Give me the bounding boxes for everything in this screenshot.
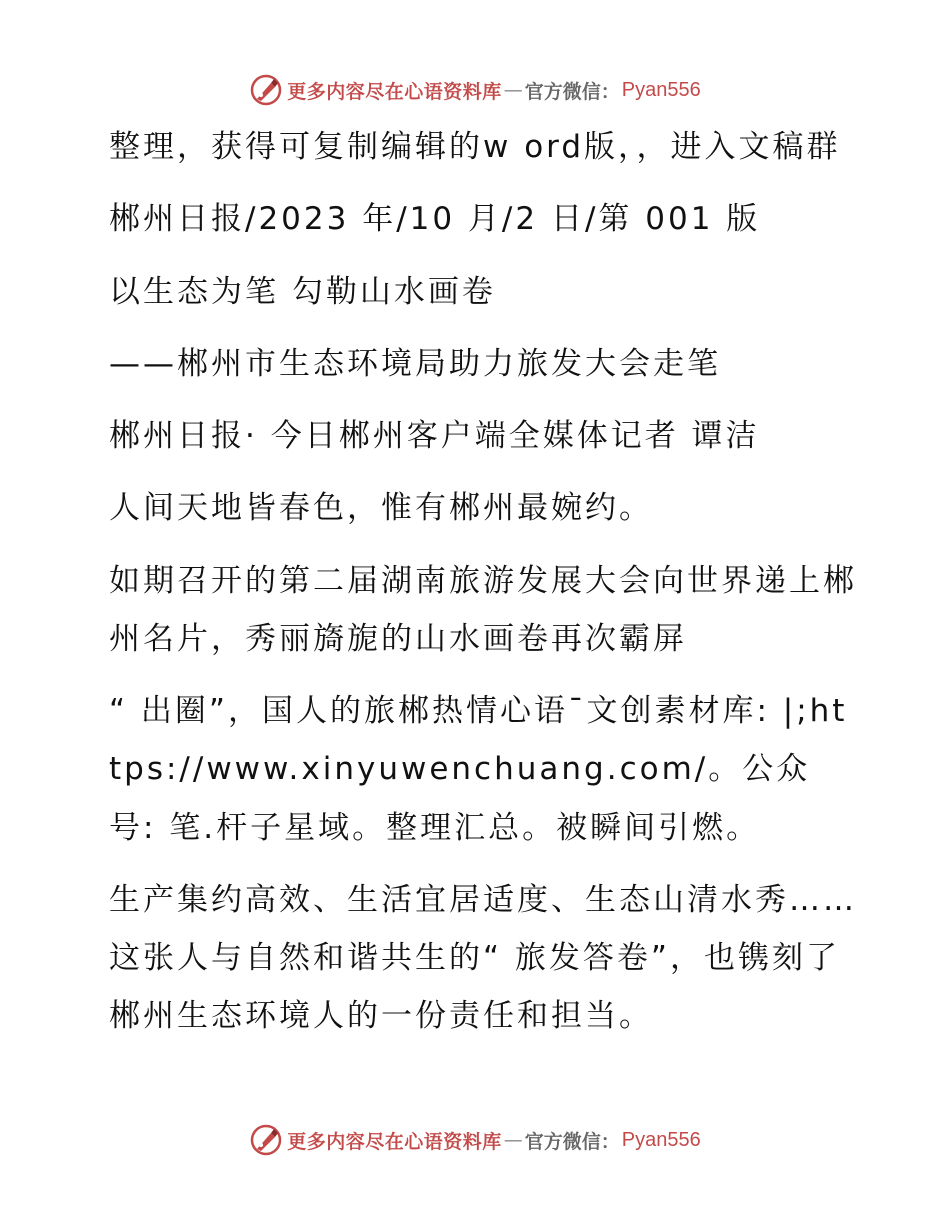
footer-watermark bbox=[0, 1120, 950, 1160]
watermark-dash: — bbox=[503, 1129, 523, 1151]
header-watermark bbox=[0, 70, 950, 110]
paragraph: 人间天地皆春色，惟有郴州最婉约。 bbox=[109, 490, 653, 527]
watermark-official-label: 官方微信： bbox=[524, 80, 620, 103]
paragraph: ——郴州市生态环境局助力旅发大会走笔 bbox=[109, 345, 721, 382]
paragraph: 整理，获得可复制编辑的w ord版，，进入文稿群 bbox=[109, 129, 841, 165]
paragraph: 生产集约高效、生活宜居适度、生态山清水秀…… 这张人与自然和谐共生的“ 旅发答卷”，也镌刻了郴州生态环境人的一份责任和担当。 bbox=[109, 881, 857, 1035]
paragraph: 郴州日报/2023 年/10 月/2 日/第 001 版 bbox=[109, 201, 761, 238]
watermark-dash: — bbox=[503, 79, 523, 101]
watermark-brand: 更多内容尽在心语资料库 bbox=[287, 80, 502, 103]
paragraph: 如期召开的第二届湖南旅游发展大会向世界递上郴州名片，秀丽旖旎的山水画卷再次霸屏 bbox=[109, 562, 857, 657]
watermark-wechat-id: Pyan556 bbox=[621, 1128, 701, 1151]
paragraph: 郴州日报· 今日郴州客户端全媒体记者 谭洁 bbox=[109, 418, 760, 455]
pen-logo-icon bbox=[249, 1123, 283, 1157]
watermark-brand: 更多内容尽在心语资料库 bbox=[287, 1130, 502, 1153]
paragraph: “ 出圈”，国人的旅郴热情心语¯文创素材库: |;https://www.xinyuwenchuang.com/。公众号: 笔.杆子星域。整理汇总。被瞬间引燃。 bbox=[109, 693, 848, 846]
pen-logo-icon bbox=[249, 73, 283, 107]
watermark-official-label: 官方微信： bbox=[524, 1130, 620, 1153]
watermark-wechat-id: Pyan556 bbox=[621, 78, 701, 101]
document-body bbox=[97, 118, 857, 1060]
paragraph: 以生态为笔 勾勒山水画卷 bbox=[109, 273, 496, 310]
